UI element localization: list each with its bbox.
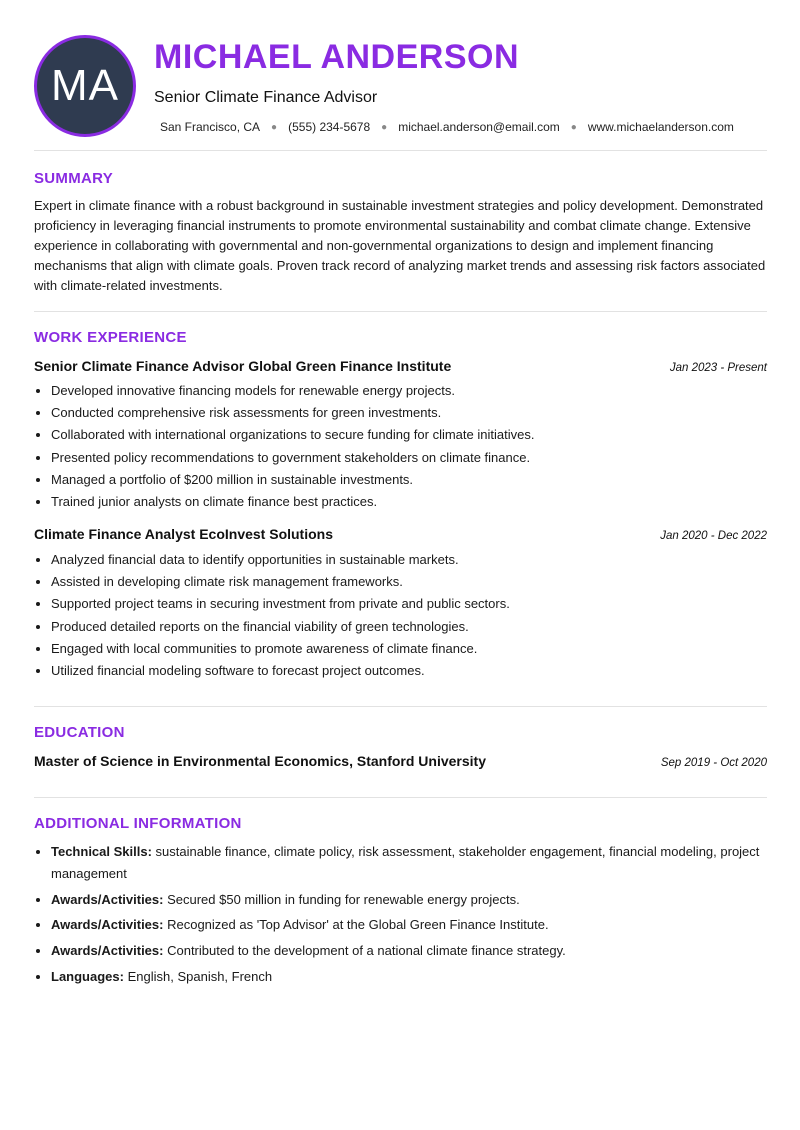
item-text: Recognized as 'Top Advisor' at the Global Green Finance Institute.	[167, 917, 549, 933]
list-item: • Managed a portfolio of $200 million in sustainable investments.	[51, 469, 767, 491]
section-divider	[34, 311, 767, 312]
list-item	[51, 914, 767, 936]
avatar	[34, 35, 136, 137]
avatar-initials: MA	[51, 61, 119, 110]
candidate-title: Senior Climate Finance Advisor	[154, 89, 378, 106]
contact-website[interactable]: www.michaelanderson.com	[587, 120, 734, 134]
job-bullets	[34, 380, 767, 513]
item-text: sustainable finance, climate policy, risk assessment, stakeholder engagement, financial modeling, project management	[51, 844, 760, 882]
list-item: • Developed innovative financing models for renewable energy projects.	[51, 380, 767, 402]
degree-title: Master of Science in Environmental Economics, Stanford University	[34, 753, 487, 769]
contact-phone: (555) 234-5678	[288, 120, 371, 134]
item-label: Awards/Activities:	[51, 891, 164, 907]
job-bullets	[34, 549, 767, 682]
bullet-separator-icon: ●	[271, 121, 278, 133]
list-item: • Supported project teams in securing investment from private and public sectors.	[51, 593, 767, 615]
list-item: • Analyzed financial data to identify opportunities in sustainable markets.	[51, 549, 767, 571]
list-item: • Assisted in developing climate risk management frameworks.	[51, 571, 767, 593]
education-entry	[34, 753, 767, 769]
job-title: Climate Finance Analyst EcoInvest Solutions	[34, 526, 333, 542]
education-heading: EDUCATION	[34, 724, 125, 741]
job-header	[34, 526, 767, 542]
list-item: • Conducted comprehensive risk assessments for green investments.	[51, 402, 767, 424]
summary-heading: SUMMARY	[34, 170, 114, 187]
list-item	[51, 841, 767, 885]
job-title: Senior Climate Finance Advisor Global Green Finance Institute	[34, 358, 452, 374]
job-date: Jan 2023 - Present	[669, 362, 767, 374]
item-text: Secured $50 million in funding for renewable energy projects.	[167, 891, 520, 907]
job-date: Jan 2020 - Dec 2022	[660, 530, 767, 542]
list-item: • Collaborated with international organizations to secure funding for climate initiatives.	[51, 424, 767, 446]
job-header	[34, 358, 767, 374]
item-label: Technical Skills:	[51, 844, 152, 859]
section-divider	[34, 797, 767, 798]
list-item: • Presented policy recommendations to government stakeholders on climate finance.	[51, 447, 767, 469]
list-item	[51, 940, 767, 962]
list-item: • Produced detailed reports on the financial viability of green technologies.	[51, 616, 767, 638]
list-item: • Utilized financial modeling software to forecast project outcomes.	[51, 660, 767, 682]
section-divider	[34, 150, 767, 151]
experience-heading: WORK EXPERIENCE	[34, 329, 187, 346]
education-date: Sep 2019 - Oct 2020	[660, 757, 767, 769]
contact-bar	[160, 120, 734, 134]
bullet-separator-icon: ●	[570, 121, 577, 133]
summary-text: Expert in climate finance with a robust background in sustainable investment strategies and policy development. Demonstrated proficiency in leveraging financial instruments to promote environmental sustainability and combat climate change. Extensive experience in collaborating with governmental and non-governmental organizations to design and implement financing mechanisms that align with climate goals. Proven track record of analyzing market trends and assessing risk factors associated with climate-related investments.	[34, 198, 766, 293]
list-item	[51, 889, 767, 911]
contact-location: San Francisco, CA	[160, 120, 261, 134]
additional-heading: ADDITIONAL INFORMATION	[34, 815, 242, 832]
item-label: Languages:	[51, 968, 124, 984]
list-item	[51, 966, 767, 988]
candidate-name: MICHAEL ANDERSON	[154, 38, 520, 76]
list-item: • Trained junior analysts on climate finance best practices.	[51, 491, 767, 513]
item-text: Contributed to the development of a national climate finance strategy.	[167, 942, 566, 958]
item-label: Awards/Activities:	[51, 942, 164, 958]
bullet-separator-icon: ●	[381, 121, 388, 133]
additional-list	[34, 841, 767, 991]
item-label: Awards/Activities:	[51, 917, 164, 933]
list-item: • Engaged with local communities to promote awareness of climate finance.	[51, 638, 767, 660]
contact-email[interactable]: michael.anderson@email.com	[398, 120, 560, 134]
item-text: English, Spanish, French	[127, 968, 273, 984]
section-divider	[34, 706, 767, 707]
